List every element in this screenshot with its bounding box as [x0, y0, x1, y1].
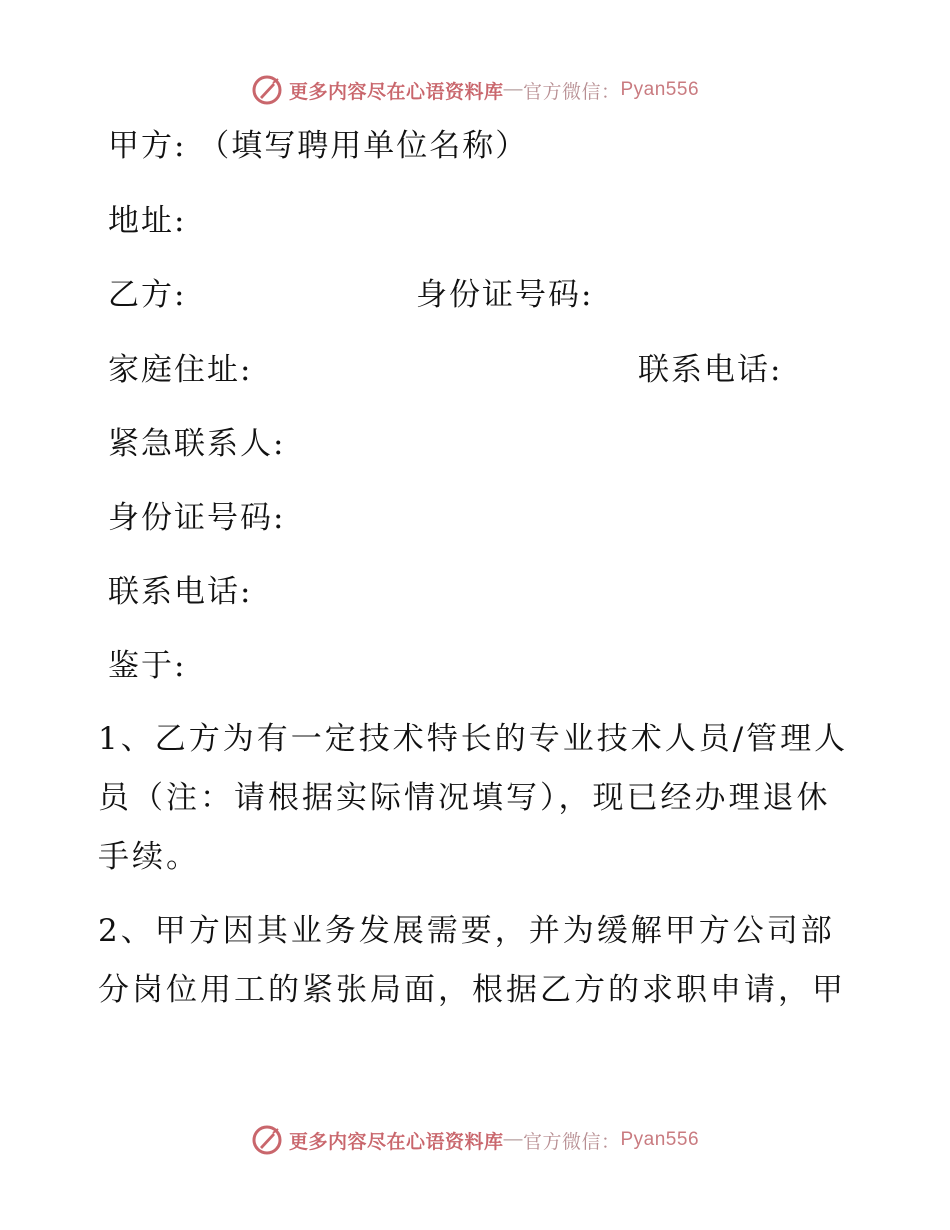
- emergency-phone-field: 联系电话:: [108, 574, 253, 610]
- home-address-field: 家庭住址:: [108, 352, 253, 388]
- watermark-separator: —: [503, 1129, 523, 1150]
- emergency-contact-field: 紧急联系人:: [108, 426, 286, 462]
- watermark-wechat-label: 官方微信：: [522, 81, 621, 103]
- watermark-header: [0, 70, 950, 110]
- watermark-wechat-label: 官方微信：: [522, 1131, 621, 1153]
- watermark-separator: —: [503, 79, 523, 100]
- phone-field: 联系电话:: [638, 352, 783, 388]
- clause-1: [98, 710, 858, 887]
- watermark-brand: 更多内容尽在心语资料库: [288, 1131, 504, 1153]
- id-number-field: 身份证号码:: [416, 277, 594, 313]
- address-field: 地址:: [108, 203, 187, 239]
- quill-logo-icon: [251, 74, 283, 106]
- party-b-field: 乙方:: [108, 277, 187, 313]
- whereas-heading: 鉴于:: [108, 648, 187, 684]
- quill-logo-icon: [251, 1124, 283, 1156]
- watermark-wechat-id: Pyan556: [620, 79, 700, 100]
- watermark-wechat-id: Pyan556: [620, 1129, 700, 1150]
- clause-2: [98, 902, 858, 1020]
- watermark-footer: [0, 1120, 950, 1160]
- watermark-brand: 更多内容尽在心语资料库: [288, 81, 504, 103]
- clause-1-text: 1、乙方为有一定技术特长的专业技术人员/管理人员（注：请根据实际情况填写），现已经办理退休手续。: [98, 721, 849, 875]
- emergency-id-field: 身份证号码:: [108, 500, 286, 536]
- clause-2-text: 2、甲方因其业务发展需要，并为缓解甲方公司部分岗位用工的紧张局面，根据乙方的求职申请，甲: [98, 913, 846, 1008]
- party-a-field: 甲方: （填写聘用单位名称）: [108, 128, 529, 164]
